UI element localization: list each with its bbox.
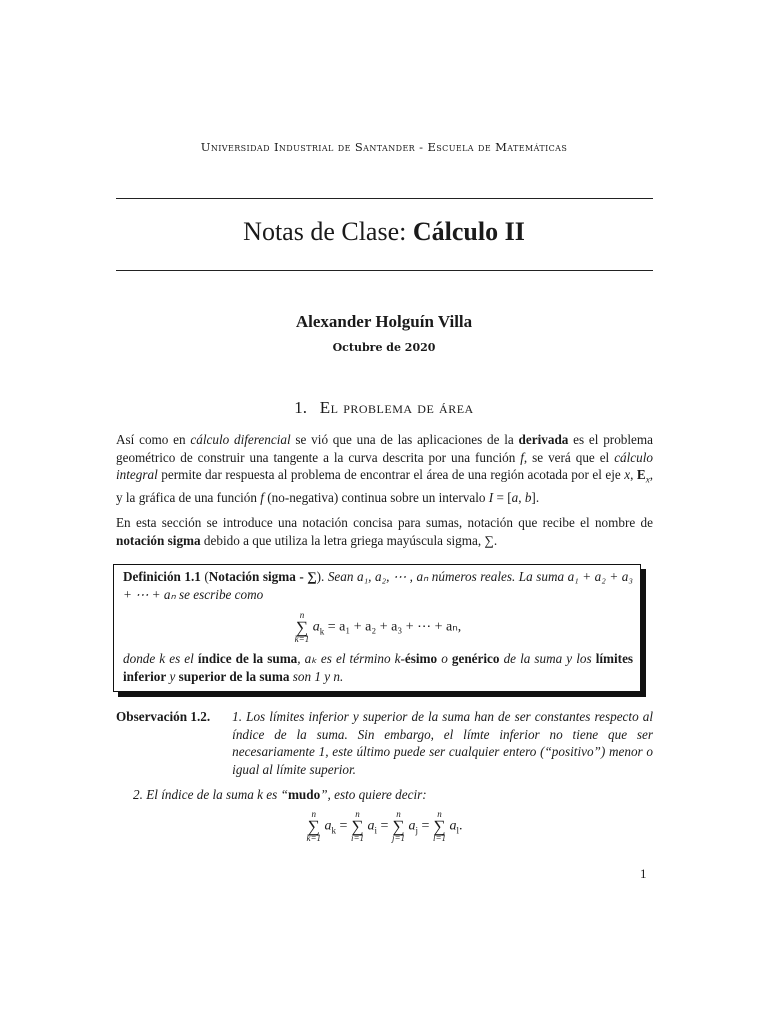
definition-box bbox=[113, 564, 641, 692]
title-bold: Cálculo II bbox=[412, 217, 525, 246]
sigma-paragraph bbox=[116, 514, 653, 549]
math-ex: E bbox=[636, 467, 646, 483]
section-number: 1. bbox=[294, 398, 307, 417]
text-span: 2. El índice de la suma k es “ bbox=[133, 787, 288, 803]
term-calculo-integral: cálculo integral bbox=[116, 449, 654, 483]
term-indice: índice de la suma bbox=[197, 651, 298, 667]
math-interval: I bbox=[488, 490, 494, 506]
observation-block bbox=[116, 708, 653, 843]
text-span: son 1 y n. bbox=[292, 668, 344, 684]
definition-text: Definición 1.1 (Notación sigma - ∑). Sean a₁, a₂, ⋯ , aₙ números reales. La suma a₁ + a₂ + a₃ + ⋯ + aₙ se escribe como n ∑ k=1 $a_k = a_1 + a_2 + a_3$ + ⋯ + aₙ, donde k es el índice de la suma, aₖ es el término k-ésimo o genérico de la suma y los límites inferior y superior de la suma son 1 y n. bbox=[123, 569, 634, 684]
definition-name: Notación sigma - ∑ bbox=[208, 569, 317, 584]
text-span: debido a que utiliza la letra griega mayúscula sigma, ∑. bbox=[203, 532, 498, 548]
page-number: 1 bbox=[640, 866, 647, 881]
document-date: Octubre de 2020 bbox=[332, 341, 436, 354]
term-esimo: ésimo bbox=[404, 651, 438, 667]
text-span: de la suma y los bbox=[503, 651, 592, 667]
definition-formula: n ∑ k=1 $a_k = a_1 + a_2 + a_3$ + ⋯ + aₙ, bbox=[294, 610, 462, 645]
term-mudo: mudo bbox=[287, 787, 321, 803]
text-span: En esta sección se introduce una notación concisa para sumas, notación que recibe el nombre de bbox=[116, 515, 653, 530]
document-header: Universidad Industrial de Santander - Escuela de Matemáticas bbox=[200, 140, 568, 154]
text-span: , aₖ es el término k- bbox=[297, 651, 405, 667]
term-limites-inferior: límites inferior bbox=[123, 651, 634, 684]
definition-intro: Sean a₁, a₂, ⋯ , aₙ números reales. La suma a₁ + a₂ + a₃ + ⋯ + aₙ se escribe como bbox=[123, 569, 633, 602]
text-span: Así como en bbox=[116, 432, 186, 447]
intro-paragraph: Así como en cálculo diferencial se vió que una de las aplicaciones de la derivada es el problema geométrico de construir una tangente a la curva descrita por una función f, se verá que el cálculo integral permite dar respuesta al problema de encontrar el área de una región acotada por el eje x, $E_x$, y la gráfica de una función f (no-negativa) continua sobre un intervalo I = [a, b]. bbox=[116, 432, 654, 506]
text-span: o bbox=[441, 651, 448, 667]
math-f2: f bbox=[260, 490, 264, 506]
text-span: se vió que una de las aplicaciones de la bbox=[295, 432, 514, 447]
text-span: (no-negativa) continua sobre un intervalo bbox=[267, 490, 486, 506]
text-span: donde k es el bbox=[123, 651, 194, 667]
observation-label: Observación 1.2. bbox=[116, 709, 211, 724]
top-rule bbox=[116, 198, 653, 199]
term-derivada: derivada bbox=[518, 432, 569, 447]
math-x: x bbox=[624, 467, 631, 483]
observation-item-1 bbox=[116, 708, 653, 778]
section-name: El problema de área bbox=[319, 398, 474, 417]
text-span: ”, esto quiere decir: bbox=[320, 787, 427, 803]
term-superior: superior de la suma bbox=[178, 668, 290, 684]
text-span: , se verá que el bbox=[523, 449, 610, 465]
text-span: y bbox=[169, 668, 176, 684]
term-notacion-sigma: notación sigma bbox=[116, 532, 201, 548]
dummy-index-formula: n ∑ k=1 $a_k$ = n ∑ i=1 $a_i$ = n ∑ j=1 $a_j$ = n ∑ l=1 $a_l$. bbox=[306, 808, 463, 843]
document-title bbox=[0, 217, 768, 247]
math-ex-sub: x bbox=[645, 474, 650, 485]
term-generico: genérico bbox=[451, 651, 500, 667]
bottom-rule bbox=[116, 270, 653, 271]
definition-label: Definición 1.1 bbox=[123, 569, 201, 584]
section-heading bbox=[0, 398, 768, 418]
title-prefix: Notas de Clase: bbox=[243, 217, 407, 246]
formula-rhs: = a₁ + a₂ + a₃ + ⋯ + aₙ, bbox=[327, 619, 462, 635]
math-f: f bbox=[520, 449, 524, 465]
text-span: es el problema geométrico de construir una tangente a la curva descrita por una función bbox=[116, 432, 654, 465]
term-calculo-diferencial: cálculo diferencial bbox=[190, 432, 291, 447]
text-span: permite dar respuesta al problema de encontrar el área de una región acotada por el eje bbox=[161, 467, 621, 483]
observation-item1-text: 1. Los límites inferior y superior de la suma han de ser constantes respecto al índice de la suma. Sin embargo, el límte inferior no tiene que ser necesariamente 1, este último puede ser cualquier entero (“positivo”) menor o igual al límite superior. bbox=[232, 709, 653, 777]
author-name: Alexander Holguín Villa bbox=[295, 312, 473, 331]
text-span: , y la gráfica de una función bbox=[116, 467, 654, 506]
observation-item-2 bbox=[116, 786, 653, 804]
sigma-symbol: n ∑ k=1 bbox=[294, 610, 310, 645]
